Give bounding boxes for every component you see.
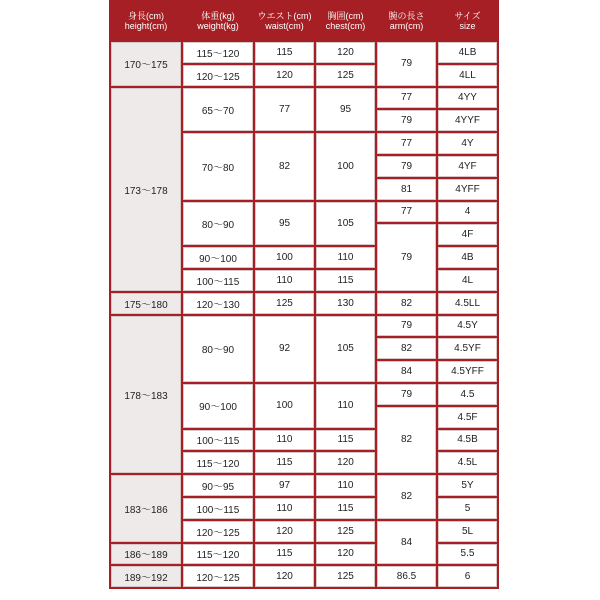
weight-cell: 90〜95 xyxy=(183,475,253,496)
height-cell: 175〜180 xyxy=(111,293,181,314)
weight-cell: 90〜100 xyxy=(183,384,253,428)
chest-cell: 125 xyxy=(316,566,375,587)
weight-cell: 100〜115 xyxy=(183,498,253,519)
waist-cell: 120 xyxy=(255,65,314,86)
arm-cell: 77 xyxy=(377,133,436,154)
size-cell: 4YF xyxy=(438,156,497,177)
size-cell: 5Y xyxy=(438,475,497,496)
weight-cell: 80〜90 xyxy=(183,316,253,382)
weight-cell: 100〜115 xyxy=(183,430,253,451)
height-cell: 183〜186 xyxy=(111,475,181,541)
arm-cell: 84 xyxy=(377,521,436,565)
size-cell: 4.5YF xyxy=(438,338,497,359)
size-cell: 4.5 xyxy=(438,384,497,405)
waist-cell: 115 xyxy=(255,452,314,473)
chest-cell: 120 xyxy=(316,42,375,63)
waist-cell: 120 xyxy=(255,521,314,542)
table-row xyxy=(111,475,497,496)
weight-cell: 65〜70 xyxy=(183,88,253,132)
weight-cell: 120〜125 xyxy=(183,65,253,86)
arm-cell: 82 xyxy=(377,475,436,519)
chest-cell: 110 xyxy=(316,384,375,428)
waist-cell: 115 xyxy=(255,42,314,63)
arm-cell: 77 xyxy=(377,88,436,109)
size-cell: 4.5YFF xyxy=(438,361,497,382)
arm-cell: 82 xyxy=(377,407,436,473)
waist-cell: 82 xyxy=(255,133,314,199)
header-height: 身長(cm) height(cm) xyxy=(111,2,181,40)
size-cell: 4.5B xyxy=(438,430,497,451)
arm-cell: 81 xyxy=(377,179,436,200)
chest-cell: 125 xyxy=(316,65,375,86)
height-cell: 189〜192 xyxy=(111,566,181,587)
chest-cell: 120 xyxy=(316,452,375,473)
arm-cell: 79 xyxy=(377,224,436,290)
waist-cell: 77 xyxy=(255,88,314,132)
table-row xyxy=(111,42,497,63)
waist-cell: 120 xyxy=(255,566,314,587)
arm-cell: 79 xyxy=(377,156,436,177)
header-chest: 胸囲(cm) chest(cm) xyxy=(316,2,375,40)
size-cell: 5.5 xyxy=(438,544,497,565)
weight-cell: 120〜130 xyxy=(183,293,253,314)
chest-cell: 95 xyxy=(316,88,375,132)
weight-cell: 70〜80 xyxy=(183,133,253,199)
size-cell: 4LL xyxy=(438,65,497,86)
size-cell: 5 xyxy=(438,498,497,519)
size-cell: 5L xyxy=(438,521,497,542)
waist-cell: 97 xyxy=(255,475,314,496)
weight-cell: 120〜125 xyxy=(183,521,253,542)
weight-cell: 120〜125 xyxy=(183,566,253,587)
weight-cell: 115〜120 xyxy=(183,42,253,63)
weight-cell: 80〜90 xyxy=(183,202,253,246)
arm-cell: 82 xyxy=(377,338,436,359)
waist-cell: 110 xyxy=(255,430,314,451)
chest-cell: 110 xyxy=(316,475,375,496)
chest-cell: 110 xyxy=(316,247,375,268)
height-cell: 186〜189 xyxy=(111,544,181,565)
table-row xyxy=(111,566,497,587)
size-cell: 4YYF xyxy=(438,110,497,131)
chest-cell: 105 xyxy=(316,316,375,382)
size-chart xyxy=(109,0,600,600)
size-cell: 4B xyxy=(438,247,497,268)
size-cell: 4.5Y xyxy=(438,316,497,337)
header-size: サイズ size xyxy=(438,2,497,40)
size-cell: 6 xyxy=(438,566,497,587)
chest-cell: 105 xyxy=(316,202,375,246)
height-cell: 170〜175 xyxy=(111,42,181,86)
chest-cell: 100 xyxy=(316,133,375,199)
arm-cell: 79 xyxy=(377,384,436,405)
waist-cell: 100 xyxy=(255,247,314,268)
chest-cell: 125 xyxy=(316,521,375,542)
size-cell: 4.5F xyxy=(438,407,497,428)
table-row xyxy=(111,544,497,565)
size-cell: 4 xyxy=(438,202,497,223)
chest-cell: 130 xyxy=(316,293,375,314)
size-cell: 4.5L xyxy=(438,452,497,473)
size-cell: 4YFF xyxy=(438,179,497,200)
chest-cell: 115 xyxy=(316,270,375,291)
size-cell: 4.5LL xyxy=(438,293,497,314)
arm-cell: 79 xyxy=(377,42,436,86)
height-cell: 173〜178 xyxy=(111,88,181,291)
waist-cell: 95 xyxy=(255,202,314,246)
header-waist: ウエスト(cm) waist(cm) xyxy=(255,2,314,40)
arm-cell: 82 xyxy=(377,293,436,314)
chest-cell: 120 xyxy=(316,544,375,565)
size-cell: 4F xyxy=(438,224,497,245)
size-cell: 4L xyxy=(438,270,497,291)
table-row xyxy=(111,88,497,109)
waist-cell: 110 xyxy=(255,498,314,519)
waist-cell: 110 xyxy=(255,270,314,291)
header-weight: 体重(kg) weight(kg) xyxy=(183,2,253,40)
weight-cell: 100〜115 xyxy=(183,270,253,291)
arm-cell: 79 xyxy=(377,110,436,131)
header-arm: 腕の長さ arm(cm) xyxy=(377,2,436,40)
table-row xyxy=(111,293,497,314)
arm-cell: 84 xyxy=(377,361,436,382)
height-cell: 178〜183 xyxy=(111,316,181,474)
waist-cell: 125 xyxy=(255,293,314,314)
waist-cell: 115 xyxy=(255,544,314,565)
weight-cell: 115〜120 xyxy=(183,452,253,473)
size-table xyxy=(109,0,499,589)
weight-cell: 115〜120 xyxy=(183,544,253,565)
size-cell: 4LB xyxy=(438,42,497,63)
arm-cell: 79 xyxy=(377,316,436,337)
waist-cell: 92 xyxy=(255,316,314,382)
header-row xyxy=(111,2,497,40)
arm-cell: 86.5 xyxy=(377,566,436,587)
size-cell: 4YY xyxy=(438,88,497,109)
size-cell: 4Y xyxy=(438,133,497,154)
arm-cell: 77 xyxy=(377,202,436,223)
table-row xyxy=(111,316,497,337)
chest-cell: 115 xyxy=(316,430,375,451)
chest-cell: 115 xyxy=(316,498,375,519)
weight-cell: 90〜100 xyxy=(183,247,253,268)
waist-cell: 100 xyxy=(255,384,314,428)
